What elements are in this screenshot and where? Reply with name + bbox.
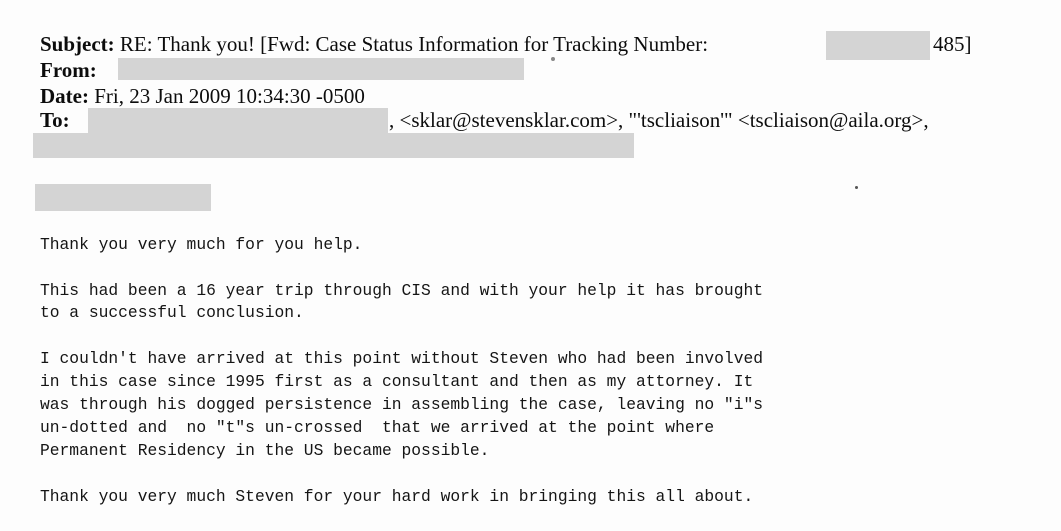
body-line: I couldn't have arrived at this point without Steven who had been involved — [40, 349, 764, 368]
body-line: in this case since 1995 first as a consultant and then as my attorney. It — [40, 372, 754, 391]
redacted-sender — [118, 58, 524, 80]
to-value: , <sklar@stevensklar.com>, "'tscliaison'" <tscliaison@aila.org>, — [389, 108, 929, 132]
body-line: Thank you very much for you help. — [40, 235, 363, 254]
redacted-recipient-1 — [88, 108, 388, 133]
subject-suffix: 485] — [933, 32, 972, 56]
body-line: Thank you very much Steven for your hard work in bringing this all about. — [40, 487, 754, 506]
body-line: un-dotted and no "t"s un-crossed that we arrived at the point where — [40, 418, 715, 437]
body-line: was through his dogged persistence in assembling the case, leaving no "i"s — [40, 395, 764, 414]
body-line: This had been a 16 year trip through CIS and with your help it has brought — [40, 281, 764, 300]
date-line — [40, 85, 365, 107]
from-line — [40, 59, 97, 81]
scan-speck — [551, 57, 555, 61]
scan-speck — [855, 186, 858, 189]
redacted-tracking-number — [826, 31, 930, 60]
date-label: Date: — [40, 84, 89, 108]
redacted-block — [35, 184, 211, 211]
body-line: to a successful conclusion. — [40, 303, 304, 322]
to-line — [40, 109, 70, 131]
subject-line — [40, 33, 708, 55]
subject-text: RE: Thank you! [Fwd: Case Status Information for Tracking Number: — [119, 32, 709, 56]
subject-label: Subject: — [40, 32, 115, 56]
body-line: Permanent Residency in the US became possible. — [40, 441, 490, 460]
date-value: Fri, 23 Jan 2009 10:34:30 -0500 — [94, 84, 365, 108]
to-label: To: — [40, 108, 70, 132]
from-label: From: — [40, 58, 97, 82]
redacted-recipient-2 — [33, 133, 634, 158]
